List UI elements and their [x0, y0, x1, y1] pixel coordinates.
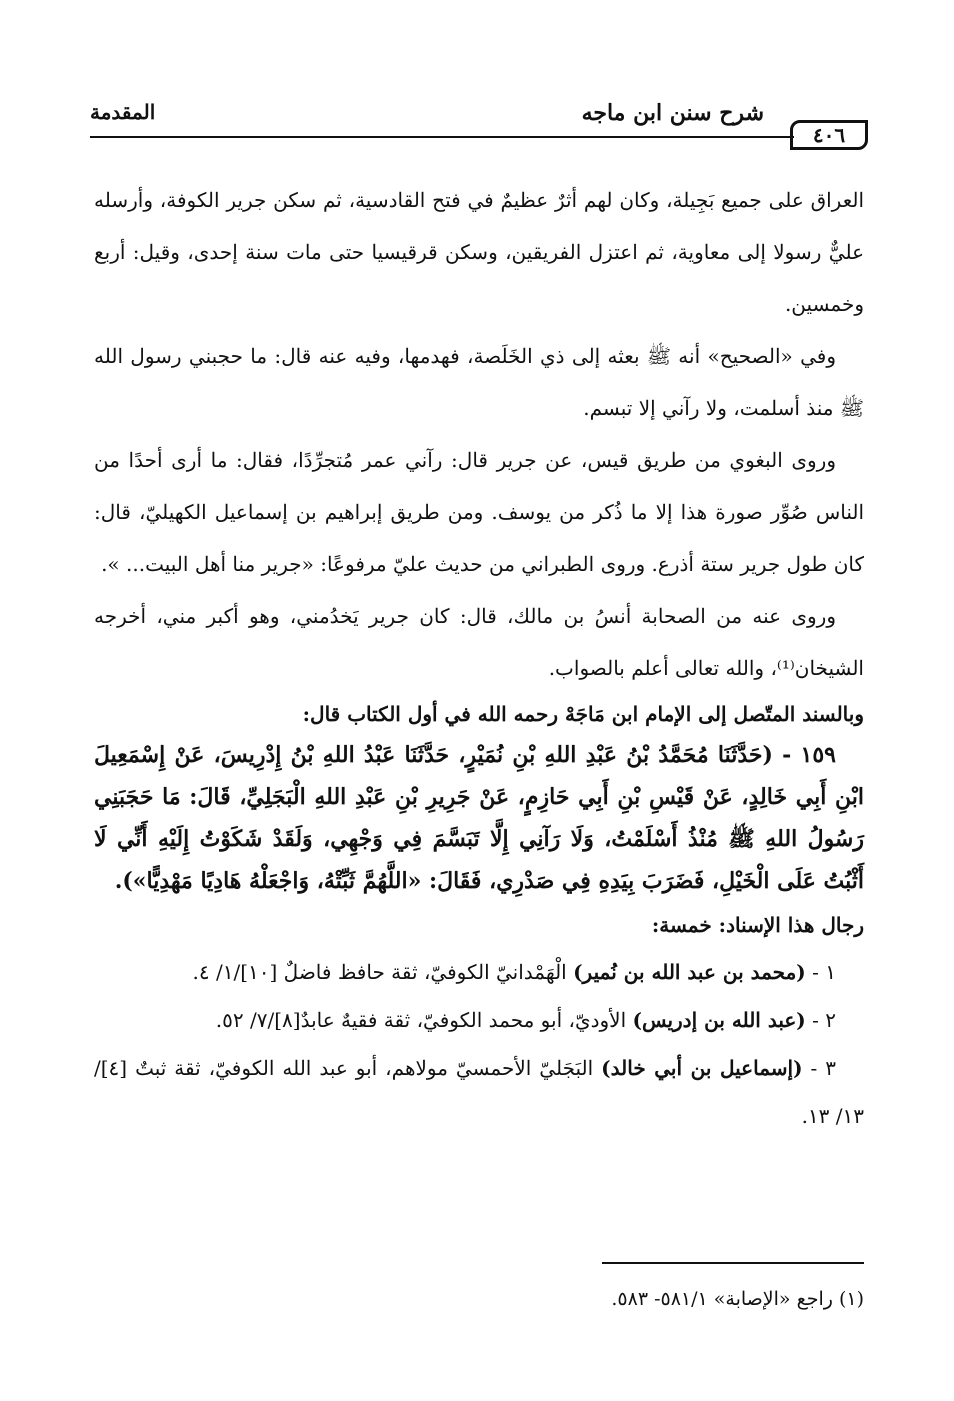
- header-rule: [90, 136, 794, 138]
- hadith-line: حَجَبَنِي رَسُولُ اللهِ ﷺ مُنْذُ أَسْلَمْتُ، وَلَا رَآنِي إِلَّا تَبَسَّمَ فِي وَجْهِي، وَلَقَدْ شَكَوْتُ إِلَيْهِ أَنِّي: [94, 784, 864, 852]
- page-header: [90, 96, 868, 156]
- text-line: أخرجه الشيخان⁽¹⁾، والله تعالى أعلم بالصواب.: [94, 604, 864, 680]
- footnote: (١) راجع «الإصابة» ٥٨١/١- ٥٨٣.: [611, 1288, 864, 1310]
- narrator-name: (محمد بن عبد الله بن نُمير): [573, 960, 806, 984]
- book-title: شرح سنن ابن ماجه: [581, 100, 764, 126]
- narrator-description: الْهَمْدانيّ الكوفيّ، ثقة حافظ فاضلٌ [١٠]/١/ ٤.: [192, 960, 567, 984]
- hadith-text: [94, 734, 864, 902]
- text-line: أحدًا من الناس صُوِّر صورة هذا إلا ما ذُكر من يوسف. ومن طريق إبراهيم بن: [94, 448, 865, 524]
- text-line: وروى عنه من الصحابة أنسُ بن مالك، قال: كان جرير يَخدُمني، وهو أكبر مني،: [156, 604, 836, 628]
- narrator-description: الأوديّ، أبو محمد الكوفيّ، ثقة فقيهٌ عابدٌ[٨]/٧/ ٥٢.: [215, 1008, 627, 1032]
- text-line: إحدى، وقيل: أربع وخمسين.: [94, 240, 864, 316]
- main-text: [94, 174, 864, 1140]
- hadith-line: ١٥٩ - (حَدَّثَنَا مُحَمَّدُ بْنُ عَبْدِ اللهِ بْنِ نُمَيْرٍ، حَدَّثَنَا عَبْدُ اللهِ بْنُ إِدْرِيسَ، عَنْ: [174, 742, 836, 768]
- page-number: ٤٠٦: [790, 120, 868, 150]
- paragraph-2: [94, 330, 864, 434]
- hadith-line: إِسْمَعِيلَ ابْنِ أَبِي خَالِدٍ، عَنْ قَيْسِ بْنِ أَبِي حَازِمٍ، عَنْ جَرِيرِ بْنِ عَبْدِ اللهِ الْبَجَلِيِّ، قَالَ: مَا: [94, 742, 864, 810]
- narrator-number: ٣ -: [810, 1056, 837, 1080]
- hadith-line: لَا أَثْبُتُ عَلَى الْخَيْلِ، فَضَرَبَ بِيَدِهِ فِي صَدْرِي، فَقَالَ: «اللَّهُمَّ ثَبِّتْهُ، وَاجْعَلْهُ هَادِيًا مَهْدِيًّا»).: [94, 826, 864, 894]
- text-line: مرفوعًا: «جرير منا أهل البيت... ».: [101, 552, 387, 576]
- narrator-description: ثبتٌ [٤]/١٣/ ١٣.: [94, 1056, 864, 1128]
- narrator-name: (عبد الله بن إدريس): [632, 1008, 806, 1032]
- narrator-number: ١ -: [812, 960, 836, 984]
- paragraph-1: [94, 174, 864, 330]
- paragraph-3: [94, 434, 864, 590]
- chain-heading: وبالسند المتّصل إلى الإمام ابن مَاجَهْ رحمه الله في أول الكتاب قال:: [302, 702, 864, 726]
- narrator-description: البَجَليّ الأحمسيّ مولاهم، أبو عبد الله الكوفيّ، ثقة: [174, 1056, 594, 1080]
- section-title: المقدمة: [90, 100, 156, 124]
- narrator-entry: [94, 948, 864, 996]
- narrator-entry: [94, 996, 864, 1044]
- text-line: وأرسله عليٌّ رسولا إلى معاوية، ثم اعتزل الفريقين، وسكن قرقيسيا حتى مات سنة: [94, 188, 865, 264]
- footnote-rule: [602, 1262, 864, 1264]
- text-line: إسماعيل الكهيليّ، قال: كان طول جرير ستة أذرع. وروى الطبراني من حديث عليّ: [94, 500, 864, 576]
- rijal-heading: رجال هذا الإسناد: خمسة:: [651, 913, 864, 937]
- text-line: وفي «الصحيح» أنه ﷺ بعثه إلى ذي الخَلَصة، فهدمها، وفيه عنه قال: ما حجبني: [188, 344, 836, 368]
- paragraph-4: [94, 590, 864, 694]
- narrator-number: ٢ -: [812, 1008, 836, 1032]
- text-line: وروى البغوي من طريق قيس، عن جرير قال: رآني عمر مُتجرِّدًا، فقال: ما أرى: [171, 448, 836, 472]
- narrator-name: (إسماعيل بن أبي خالد): [601, 1056, 803, 1080]
- text-line: العراق على جميع بَجِيلة، وكان لهم أثرٌ عظيمٌ في فتح القادسية، ثم سكن جرير الكوفة،: [159, 188, 865, 212]
- text-line: رسول الله ﷺ منذ أسلمت، ولا رآني إلا تبسم.: [94, 344, 864, 420]
- narrator-entry: [94, 1044, 864, 1140]
